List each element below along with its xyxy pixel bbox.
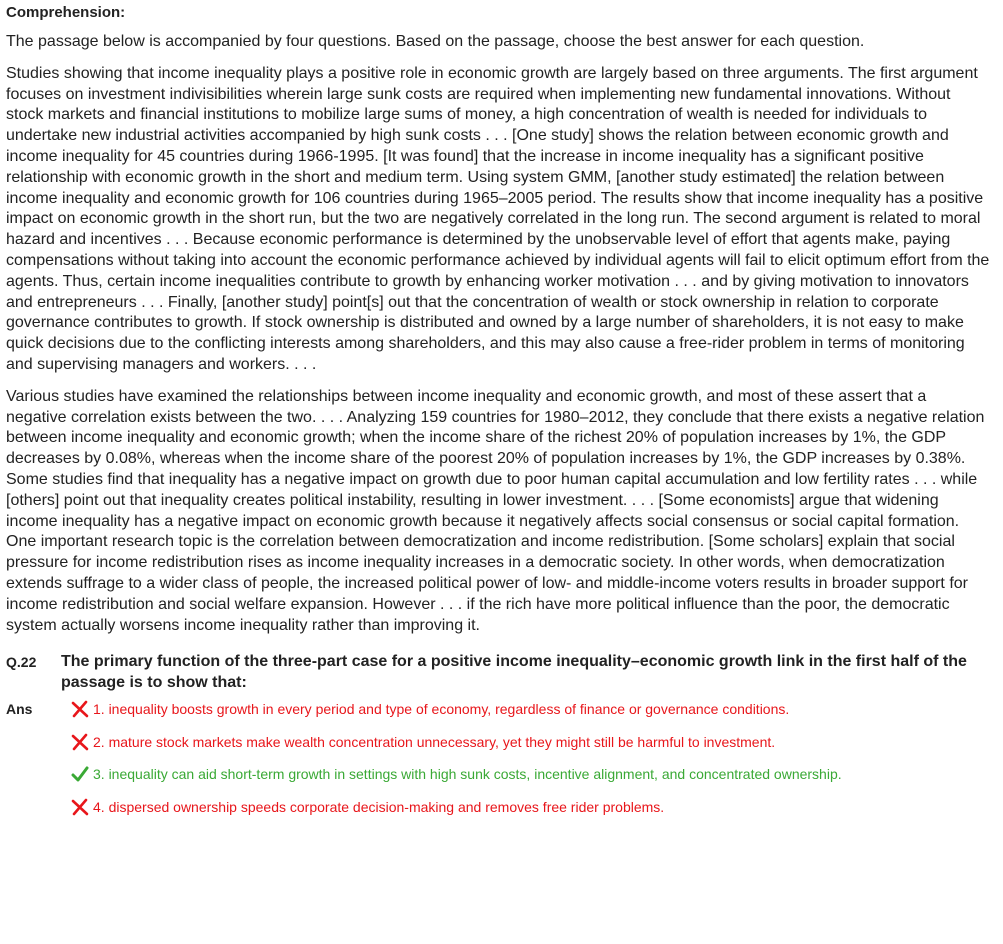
option-2[interactable] [71, 732, 991, 752]
option-3[interactable] [71, 764, 991, 784]
answer-options [71, 699, 991, 829]
option-text: 4. dispersed ownership speeds corporate decision-making and removes free rider problems. [93, 798, 665, 815]
answer-row [6, 699, 991, 829]
cross-icon [71, 733, 93, 751]
option-text: 2. mature stock markets make wealth concentration unnecessary, yet they might still be harmful to investment. [93, 733, 776, 750]
comprehension-panel [6, 0, 991, 829]
cross-icon [71, 700, 93, 718]
option-text: 1. inequality boosts growth in every period and type of economy, regardless of finance or governance conditions. [93, 701, 790, 718]
instructions-text: The passage below is accompanied by four questions. Based on the passage, choose the best answer for each question. [6, 33, 865, 50]
section-heading: Comprehension: [6, 4, 126, 21]
passage-paragraph-1: Studies showing that income inequality plays a positive role in economic growth are largely based on three arguments. The first argument focuses on investment indivisibilities wherein large sunk costs are required when implementing new fundamental innovations. Without stock markets and financial institutions to mobilize large sums of money, a high concentration of wealth is needed for individuals to undertake new industrial activities accompanied by high sunk costs . . . [One study] shows the relation between economic growth and income inequality for 45 countries during 1966-1995. [It was found] that the increase in income inequality has a significant positive relationship with economic growth in the short and medium term. Using system GMM, [another study estimated] the relation between income inequality and economic growth for 106 countries during 1965–2005 period. The results show that income inequality has a positive impact on economic growth in the short run, but the two are negatively correlated in the long run. The second argument is related to moral hazard and incentives . . . Because economic performance is determined by the unobservable level of effort that agents make, paying compensations without taking into account the economic performance achieved by individual agents will fail to elicit optimum effort from the agents. Thus, certain income inequalities contribute to growth by enhancing worker motivation . . . and by giving motivation to innovators and entrepreneurs . . . Finally, [another study] point[s] out that the concentration of wealth or stock ownership in relation to corporate governance contributes to growth. If stock ownership is distributed and owned by a large number of shareholders, it is not easy to make quick decisions due to the conflicting interests among shareholders, and this may also cause a free-rider problem in terms of monitoring and supervising managers and workers. . . . [6, 64, 990, 373]
check-icon [71, 765, 93, 783]
cross-icon [71, 798, 93, 816]
option-text: 3. inequality can aid short-term growth in settings with high sunk costs, incentive alignment, and concentrated ownership. [93, 766, 842, 783]
option-4[interactable] [71, 797, 991, 817]
question-number: Q.22 [6, 654, 37, 671]
answer-label: Ans [6, 701, 33, 718]
option-1[interactable] [71, 699, 991, 719]
question-text: The primary function of the three-part case for a positive income inequality–economic growth link in the first half of the passage is to show that: [61, 653, 967, 691]
question-row [6, 652, 991, 693]
passage-paragraph-2: Various studies have examined the relationships between income inequality and economic growth, and most of these assert that a negative correlation exists between the two. . . . Analyzing 159 countries for 1980–2012, they conclude that there exists a negative relation between income inequality and economic growth; when the income share of the richest 20% of population increases by 1%, the GDP decreases by 0.08%, whereas when the income share of the poorest 20% of population increases by 1%, the GDP increases by 0.38%. Some studies find that inequality has a negative impact on growth due to poor human capital accumulation and low fertility rates . . . while [others] point out that inequality creates political instability, resulting in lower investment. . . . [Some economists] argue that widening income inequality has a negative impact on economic growth because it negatively affects social consensus or social capital formation. One important research topic is the correlation between democratization and income redistribution. [Some scholars] explain that social pressure for income redistribution rises as income inequality increases in a democratic society. In other words, when democratization extends suffrage to a wider class of people, the increased political power of low- and middle-income voters results in broader support for income redistribution and social welfare expansion. However . . . if the rich have more political influence than the poor, the democratic system actually worsens income inequality rather than improving it. [6, 387, 985, 634]
